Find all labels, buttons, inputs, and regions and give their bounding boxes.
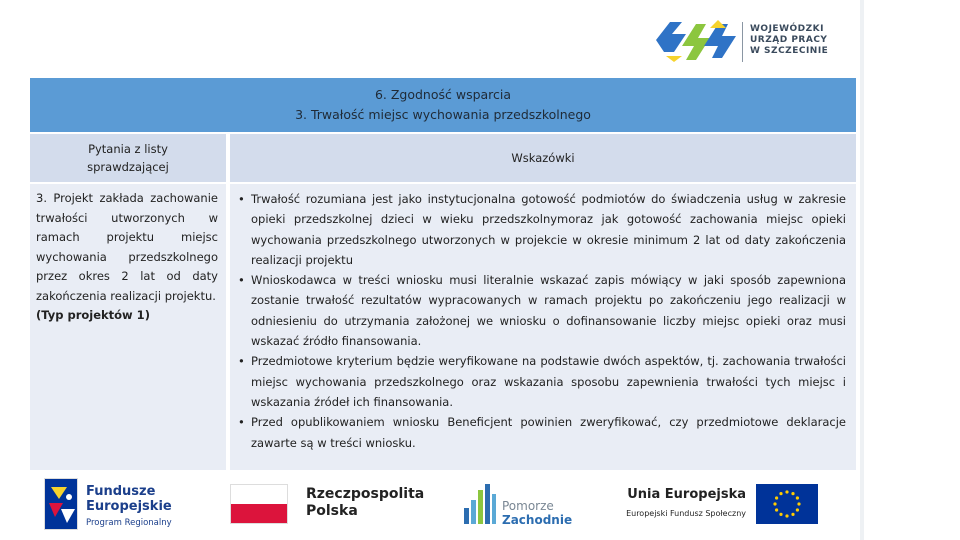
wup-line-2: URZĄD PRACY	[750, 35, 828, 45]
col-guidance-header-label: Wskazówki	[511, 151, 575, 165]
fundusze-europejskie-logo	[44, 478, 194, 534]
fe-name	[86, 484, 172, 530]
table-title-line-1: 6. Zgodność wsparcia	[374, 87, 512, 102]
bullet-icon: •	[238, 192, 245, 206]
rp-line-2: Polska	[306, 503, 358, 519]
wup-line-3: W SZCZECINIE	[750, 46, 829, 56]
table-title-line-2: 3. Trwałość miejsc wychowania przedszkolnego	[295, 107, 591, 122]
pz-name	[502, 500, 572, 527]
guidance-cell	[230, 184, 856, 470]
guidance-item-text: Przed opublikowaniem wniosku Beneficjent powinien zweryfikować, czy przedmiotowe deklaracje zawarte są w treści wniosku.	[251, 415, 846, 450]
wup-arrows-icon	[652, 16, 738, 64]
guidance-item	[238, 189, 846, 270]
pz-line-2: Zachodnie	[502, 513, 573, 527]
poland-flag-icon	[230, 484, 288, 524]
ue-line-1: Unia Europejska	[627, 487, 746, 502]
table-row	[30, 184, 856, 470]
guidance-item	[238, 412, 846, 453]
question-project-type: (Typ projektów 1)	[36, 308, 150, 322]
eu-flag-icon	[756, 484, 818, 524]
wup-line-1: WOJEWÓDZKI	[750, 24, 824, 34]
unia-europejska-logo	[612, 482, 822, 532]
wup-name	[750, 24, 828, 57]
guidance-item-text: Przedmiotowe kryterium będzie weryfikowane na podstawie dwóch aspektów, tj. zachowania trwałości miejsc wychowania przedszkolnego oraz wskazania sposobu zapewnienia trwałości tych miejsc i wskazania źródeł ich finansowania.	[251, 354, 846, 409]
rzeczpospolita-logo	[230, 482, 425, 530]
bullet-icon: •	[238, 273, 245, 288]
pomorze-zachodnie-logo	[462, 478, 572, 534]
ue-line-2: Europejski Fundusz Społeczny	[626, 509, 746, 518]
fe-emblem-icon	[44, 478, 78, 530]
guidance-list	[238, 189, 846, 453]
col-questions-header	[30, 134, 226, 182]
pomorze-bars-icon	[462, 478, 498, 530]
guidance-item-text: Trwałość rozumiana jest jako instytucjonalna gotowość podmiotów do świadczenia usług w zakresie opieki przedszkolnej dzieci w wieku przedszkolnymoraz jak gotowość zachowania miejsc opieki wychowania przedszkolnego utworzonych w projekcie w okresie minimum 2 lat od daty zakończenia realizacji projektu	[251, 192, 846, 267]
ue-name	[612, 486, 746, 521]
footer-logos	[0, 472, 960, 540]
pz-line-1: Pomorze	[502, 499, 554, 513]
question-cell	[30, 184, 226, 470]
rp-line-1: Rzeczpospolita	[306, 486, 425, 502]
fe-line-3: Program Regionalny	[86, 518, 172, 528]
question-text: 3. Projekt zakłada zachowanie trwałości utworzonych w ramach projektu miejsc wychowania przedszkolnego przez okres 2 lat od daty zakończenia realizacji projektu.	[36, 191, 218, 303]
bullet-icon: •	[238, 415, 245, 430]
wup-logo	[652, 16, 832, 68]
table-title-row	[30, 78, 856, 132]
table-header-row	[30, 134, 856, 182]
col-questions-header-line-1: Pytania z listy	[88, 142, 168, 156]
criteria-table	[30, 78, 856, 470]
guidance-item-text: Wnioskodawca w treści wniosku musi literalnie wskazać zapis mówiący w jaki sposób zapewniona zostanie trwałość rezultatów wypracowanych w ramach projektu po zakończeniu jego realizacji w odniesieniu do utrzymania założonej we wniosku o dofinansowanie liczby miejsc opieki oraz musi wskazać źródło finansowania.	[251, 273, 846, 349]
fe-line-1: Fundusze	[86, 484, 156, 499]
bullet-icon: •	[238, 354, 245, 369]
wup-divider	[742, 22, 743, 62]
right-edge-band	[860, 0, 864, 540]
rp-name	[306, 486, 424, 520]
guidance-item	[238, 351, 846, 412]
guidance-item	[238, 270, 846, 351]
col-guidance-header	[230, 134, 856, 182]
fe-line-2: Europejskie	[86, 499, 172, 514]
col-questions-header-line-2: sprawdzającej	[87, 160, 169, 174]
